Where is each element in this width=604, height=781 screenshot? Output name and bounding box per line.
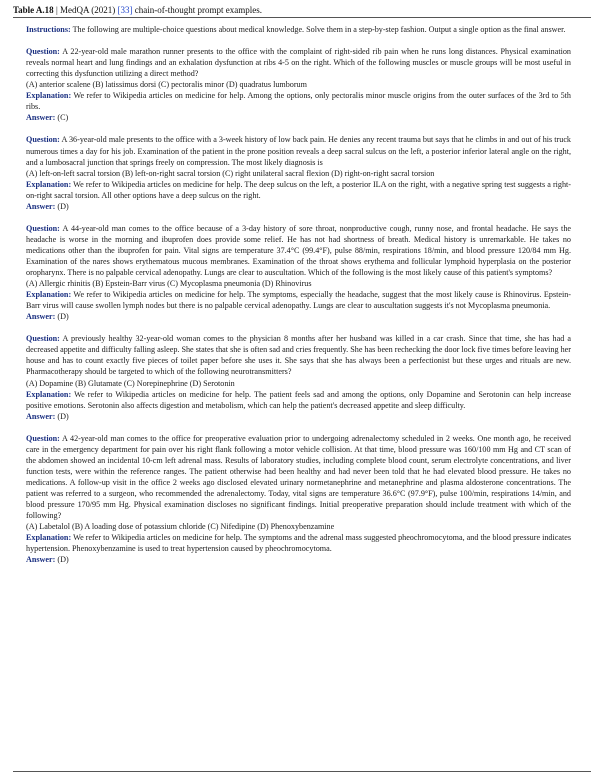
question-4 bbox=[26, 333, 571, 377]
answer-2 bbox=[26, 201, 571, 212]
question-3 bbox=[26, 223, 571, 278]
question-label: Question: bbox=[26, 223, 60, 233]
options-4: (A) Dopamine (B) Glutamate (C) Norepinephrine (D) Serotonin bbox=[26, 378, 235, 388]
question-1 bbox=[26, 46, 571, 79]
answer-value: (D) bbox=[57, 411, 69, 421]
top-rule bbox=[13, 17, 591, 18]
answer-value: (D) bbox=[57, 312, 69, 322]
answer-label: Answer: bbox=[26, 411, 56, 421]
question-label: Question: bbox=[26, 334, 60, 344]
question-text: A 42-year-old man comes to the office for preoperative evaluation prior to undergoing adrenalectomy scheduled in 2 weeks. One month ago, he received care in the emergency department for pain over his right flank following a motor vehicle collision. At that time, blood pressure was 160/100 mm Hg and CT scan of the abdomen showed an incidental 10-cm left adrenal mass. Results of laboratory studies, including complete blood count, serum electrolyte concentrations, and liver function tests, were within the reference ranges. The patient otherwise had been healthy and had never been told that he had elevated blood pressure. He takes no medications. A follow-up visit in the office 2 weeks ago disclosed elevated urinary normetanephrine and metanephrine and plasma aldosterone concentrations. The patient was referred to a surgeon, who recommended the adrenalectomy. Today, vital signs are temperature 36.6°C (97.9°F), pulse 100/min, respirations 14/min, and blood pressure 170/95 mm Hg. Physical examination discloses no significant findings. Initial preoperative preparation should include treatment with which of the following? bbox=[26, 433, 571, 521]
caption-dataset: MedQA (2021) bbox=[60, 5, 116, 15]
answer-3 bbox=[26, 311, 571, 322]
explanation-2 bbox=[26, 179, 571, 201]
explanation-label: Explanation: bbox=[26, 533, 72, 543]
answer-4 bbox=[26, 411, 571, 422]
explanation-4 bbox=[26, 389, 571, 411]
answer-label: Answer: bbox=[26, 312, 56, 322]
caption-separator: | bbox=[55, 5, 58, 15]
explanation-text: We refer to Wikipedia articles on medicine for help. The symptoms, especially the headache, suggest that the most likely cause is Rhinovirus. Epstein-Barr virus will cause swollen lymph nodes but there is no palpable cervical adenopathy. Lungs are clear to auscultation suggests it's not Mycoplasma pneumonia. bbox=[26, 290, 571, 311]
question-label: Question: bbox=[26, 433, 60, 443]
answer-value: (C) bbox=[57, 113, 69, 123]
options-5: (A) Labetalol (B) A loading dose of potassium chloride (C) Nifedipine (D) Phenoxybenzamine bbox=[26, 522, 335, 532]
answer-1 bbox=[26, 112, 571, 123]
answer-value: (D) bbox=[57, 555, 69, 565]
example-3 bbox=[26, 223, 571, 322]
answer-label: Answer: bbox=[26, 113, 56, 123]
example-5 bbox=[26, 433, 571, 566]
question-text: A 22-year-old male marathon runner presents to the office with the complaint of right-sided rib pain when he runs long distances. Physical examination reveals normal heart and lung findings and an exhalation dysfunction at ribs 4-5 on the right. Which of the following muscles or muscle groups will be most useful in correcting this dysfunction utilizing a direct method? bbox=[26, 47, 571, 79]
options-3: (A) Allergic rhinitis (B) Epstein-Barr virus (C) Mycoplasma pneumonia (D) Rhinovirus bbox=[26, 279, 312, 289]
explanation-label: Explanation: bbox=[26, 91, 72, 101]
example-4 bbox=[26, 333, 571, 421]
question-2 bbox=[26, 134, 571, 167]
explanation-text: We refer to Wikipedia articles on medicine for help. The patient feels sad and among the options, only Dopamine and Serotonin can help increase positive emotions. Serotonin also affects digestion and metabolism, which can help the patient's decreased appetite and sleep difficulty. bbox=[26, 389, 571, 410]
instructions-text: The following are multiple-choice questions about medical knowledge. Solve them in a step-by-step fashion. Output a single option as the final answer. bbox=[72, 25, 566, 34]
answer-label: Answer: bbox=[26, 201, 56, 211]
explanation-label: Explanation: bbox=[26, 389, 72, 399]
explanation-text: We refer to Wikipedia articles on medicine for help. The deep sulcus on the left, a posterior ILA on the right, with a negative spring test suggests a right-on-right sacral torsion. All other options have a deep sulcus on the right. bbox=[26, 179, 572, 200]
example-1 bbox=[26, 46, 571, 123]
citation-link[interactable]: [33] bbox=[117, 5, 133, 15]
options-2: (A) left-on-left sacral torsion (B) left-on-right sacral torsion (C) right unilateral sacral flexion (D) right-on-right sacral torsion bbox=[26, 168, 435, 178]
explanation-label: Explanation: bbox=[26, 290, 72, 300]
question-text: A 36-year-old male presents to the office with a 3-week history of low back pain. He denies any recent trauma but says that he climbs in and out of his truck numerous times a day for his job. Examination of the patient in the prone position reveals a deep sacral sulcus on the left, a posterior inferior lateral angle on the right, and a lumbosacral junction that springs freely on compression. The most likely diagnosis is bbox=[26, 135, 571, 167]
instructions-label: Instructions: bbox=[26, 25, 71, 34]
explanation-3 bbox=[26, 289, 571, 311]
question-text: A previously healthy 32-year-old woman comes to the physician 8 months after her husband was killed in a car crash. Since that time, she has had a decreased appetite and difficulty falling asleep. She states that she is often sad and cries frequently. She has been rechecking the door lock five times before leaving her house and has to count exactly five pieces of toilet paper before she uses it. She says that she has always been a perfectionist but these urges and rituals are new. Pharmacotherapy should be targeted to which of the following neurotransmitters? bbox=[26, 334, 571, 377]
example-2 bbox=[26, 134, 571, 211]
caption-text: chain-of-thought prompt examples. bbox=[134, 5, 262, 15]
instructions-block bbox=[26, 24, 571, 35]
options-1: (A) anterior scalene (B) latissimus dorsi (C) pectoralis minor (D) quadratus lumborum bbox=[26, 80, 307, 90]
question-5 bbox=[26, 433, 571, 521]
question-label: Question: bbox=[26, 135, 60, 145]
question-text: A 44-year-old man comes to the office because of a 3-day history of sore throat, nonproductive cough, runny nose, and frontal headache. He says the headache is worse in the morning and ibuprofen does provide some relief. He has not had shortness of breath. Medical history is unremarkable. He takes no medications other than the ibuprofen for pain. Vital signs are temperature 37.4°C (99.4°F), pulse 88/min, respirations 18/min, and blood pressure 120/84 mm Hg. Examination of the nares shows erythematous mucous membranes. Examination of the throat shows erythema and follicular lymphoid hyperplasia on the posterior oropharynx. There is no palpable cervical adenopathy. Lungs are clear to auscultation. Which of the following is the most likely cause of this patient's symptoms? bbox=[26, 223, 571, 278]
bottom-rule bbox=[13, 771, 591, 772]
answer-5 bbox=[26, 554, 571, 565]
table-caption bbox=[13, 4, 593, 16]
answer-value: (D) bbox=[57, 201, 69, 211]
question-label: Question: bbox=[26, 47, 60, 57]
explanation-5 bbox=[26, 532, 571, 554]
caption-label: Table A.18 bbox=[13, 5, 54, 15]
explanation-text: We refer to Wikipedia articles on medicine for help. The symptoms and the adrenal mass suggested pheochromocytoma, and the blood pressure indicates hypertension. Phenoxybenzamine is used to treat hypertension caused by pheochromocytoma. bbox=[26, 533, 571, 554]
explanation-text: We refer to Wikipedia articles on medicine for help. Among the options, only pectoralis minor muscle origins from the outer surfaces of the 3rd to 5th ribs. bbox=[26, 91, 571, 112]
explanation-label: Explanation: bbox=[26, 179, 72, 189]
explanation-1 bbox=[26, 90, 571, 112]
prompt-content bbox=[26, 24, 571, 565]
answer-label: Answer: bbox=[26, 555, 56, 565]
